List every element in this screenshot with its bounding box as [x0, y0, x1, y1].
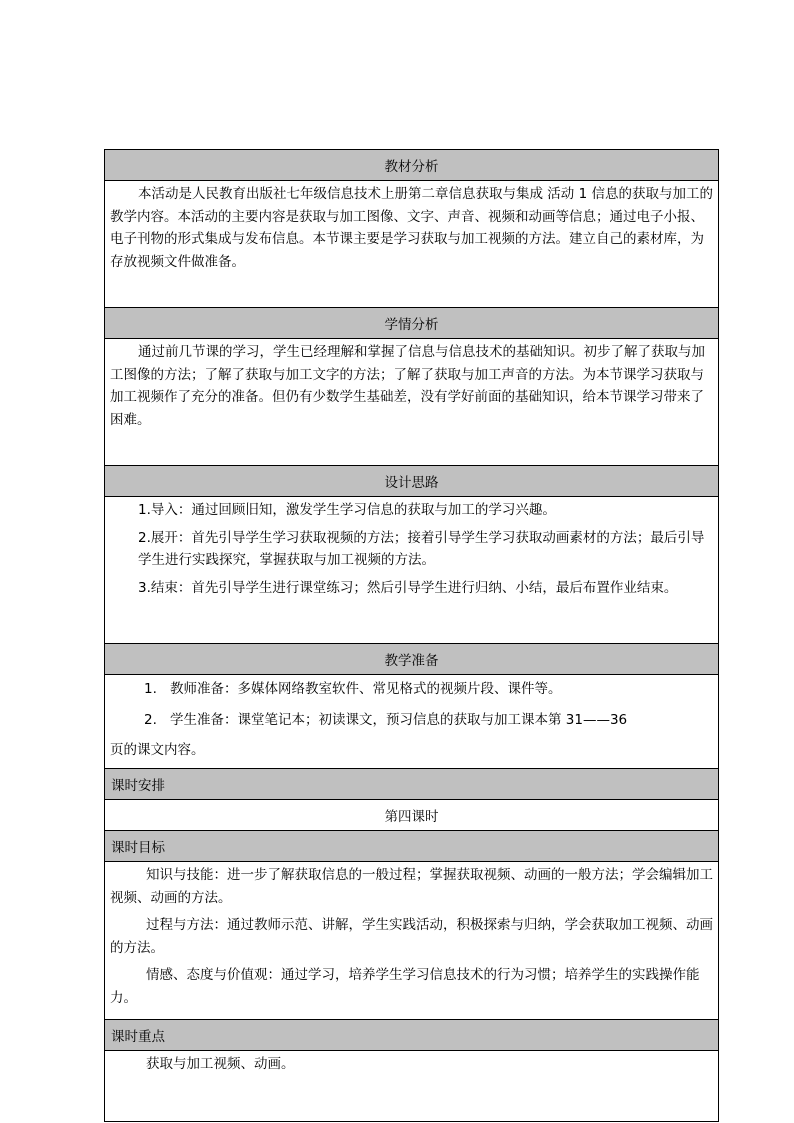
lesson-plan-table [104, 149, 719, 1122]
section-body-design-ideas [105, 497, 718, 644]
list-item-text: 2.展开：首先引导学生学习获取视频的方法；接着引导学生学习获取动画素材的方法；最后引导学生进行实践探究，掌握获取与加工视频的方法。 [138, 529, 705, 569]
section-title: 课时目标 [111, 840, 165, 856]
list-item: 3.结束：首先引导学生进行课堂练习；然后引导学生进行归纳、小结，最后布置作业结束。 [138, 579, 678, 596]
section-body-objectives [105, 862, 718, 1020]
list-number: 1. [144, 681, 157, 697]
list-item [110, 527, 714, 572]
list-item [110, 709, 714, 732]
paragraph: 获取与加工视频、动画。 [146, 1056, 295, 1072]
section-body-student-analysis [105, 339, 718, 466]
section-title: 学情分析 [384, 317, 439, 333]
section-header-design-ideas [105, 466, 718, 497]
section-title: 课时安排 [111, 778, 165, 794]
section-header-teaching-prep [105, 644, 718, 675]
list-item-text: 教师准备：多媒体网络教室软件、常见格式的视频片段、课件等。 [170, 681, 562, 697]
schedule-value: 第四课时 [384, 809, 439, 825]
section-body-textbook-analysis [105, 181, 718, 308]
section-body-teaching-prep [105, 675, 718, 769]
paragraph: 过程与方法：通过教师示范、讲解，学生实践活动，积极探索与归纳，学会获取加工视频、动画的方法。 [110, 917, 713, 956]
section-title: 教材分析 [384, 159, 439, 175]
section-header-schedule [105, 769, 718, 800]
section-header-objectives [105, 831, 718, 862]
section-body-key-points [105, 1051, 718, 1111]
list-number: 2. [144, 711, 157, 728]
list-item: 1.导入：通过回顾旧知，激发学生学习信息的获取与加工的学习兴趣。 [138, 502, 556, 518]
section-title: 设计思路 [384, 475, 439, 491]
section-body-schedule [105, 800, 718, 831]
paragraph: 通过前几节课的学习，学生已经理解和掌握了信息与信息技术的基础知识。初步了解了获取与加工图像的方法；了解了获取与加工文字的方法；了解了获取与加工声音的方法。为本节课学习获取与加工视频作了充分的准备。但仍有少数学生基础差，没有学好前面的基础知识，给本节课学习带来了困难。 [110, 344, 705, 428]
paragraph: 本活动是人民教育出版社七年级信息技术上册第二章信息获取与集成 活动 1 信息的获取与加工的教学内容。本活动的主要内容是获取与加工图像、文字、声音、视频和动画等信息；通过电子小报、电子刊物的形式集成与发布信息。本节课主要是学习获取与加工视频的方法。建立自己的素材库，为存放视频文件做准备。 [110, 186, 713, 270]
list-item [110, 678, 714, 701]
section-header-student-analysis [105, 308, 718, 339]
paragraph: 情感、态度与价值观：通过学习，培养学生学习信息技术的行为习惯；培养学生的实践操作能力。 [110, 967, 700, 1006]
section-title: 课时重点 [111, 1029, 165, 1045]
list-item-text: 学生准备：课堂笔记本；初读课文，预习信息的获取与加工课本第 31——36 [170, 711, 628, 728]
list-item-continuation: 页的课文内容。 [110, 742, 205, 759]
section-title: 教学准备 [384, 653, 439, 669]
paragraph: 知识与技能：进一步了解获取信息的一般过程；掌握获取视频、动画的一般方法；学会编辑加工视频、动画的方法。 [110, 867, 713, 906]
section-header-textbook-analysis [105, 150, 718, 181]
section-header-key-points [105, 1020, 718, 1051]
